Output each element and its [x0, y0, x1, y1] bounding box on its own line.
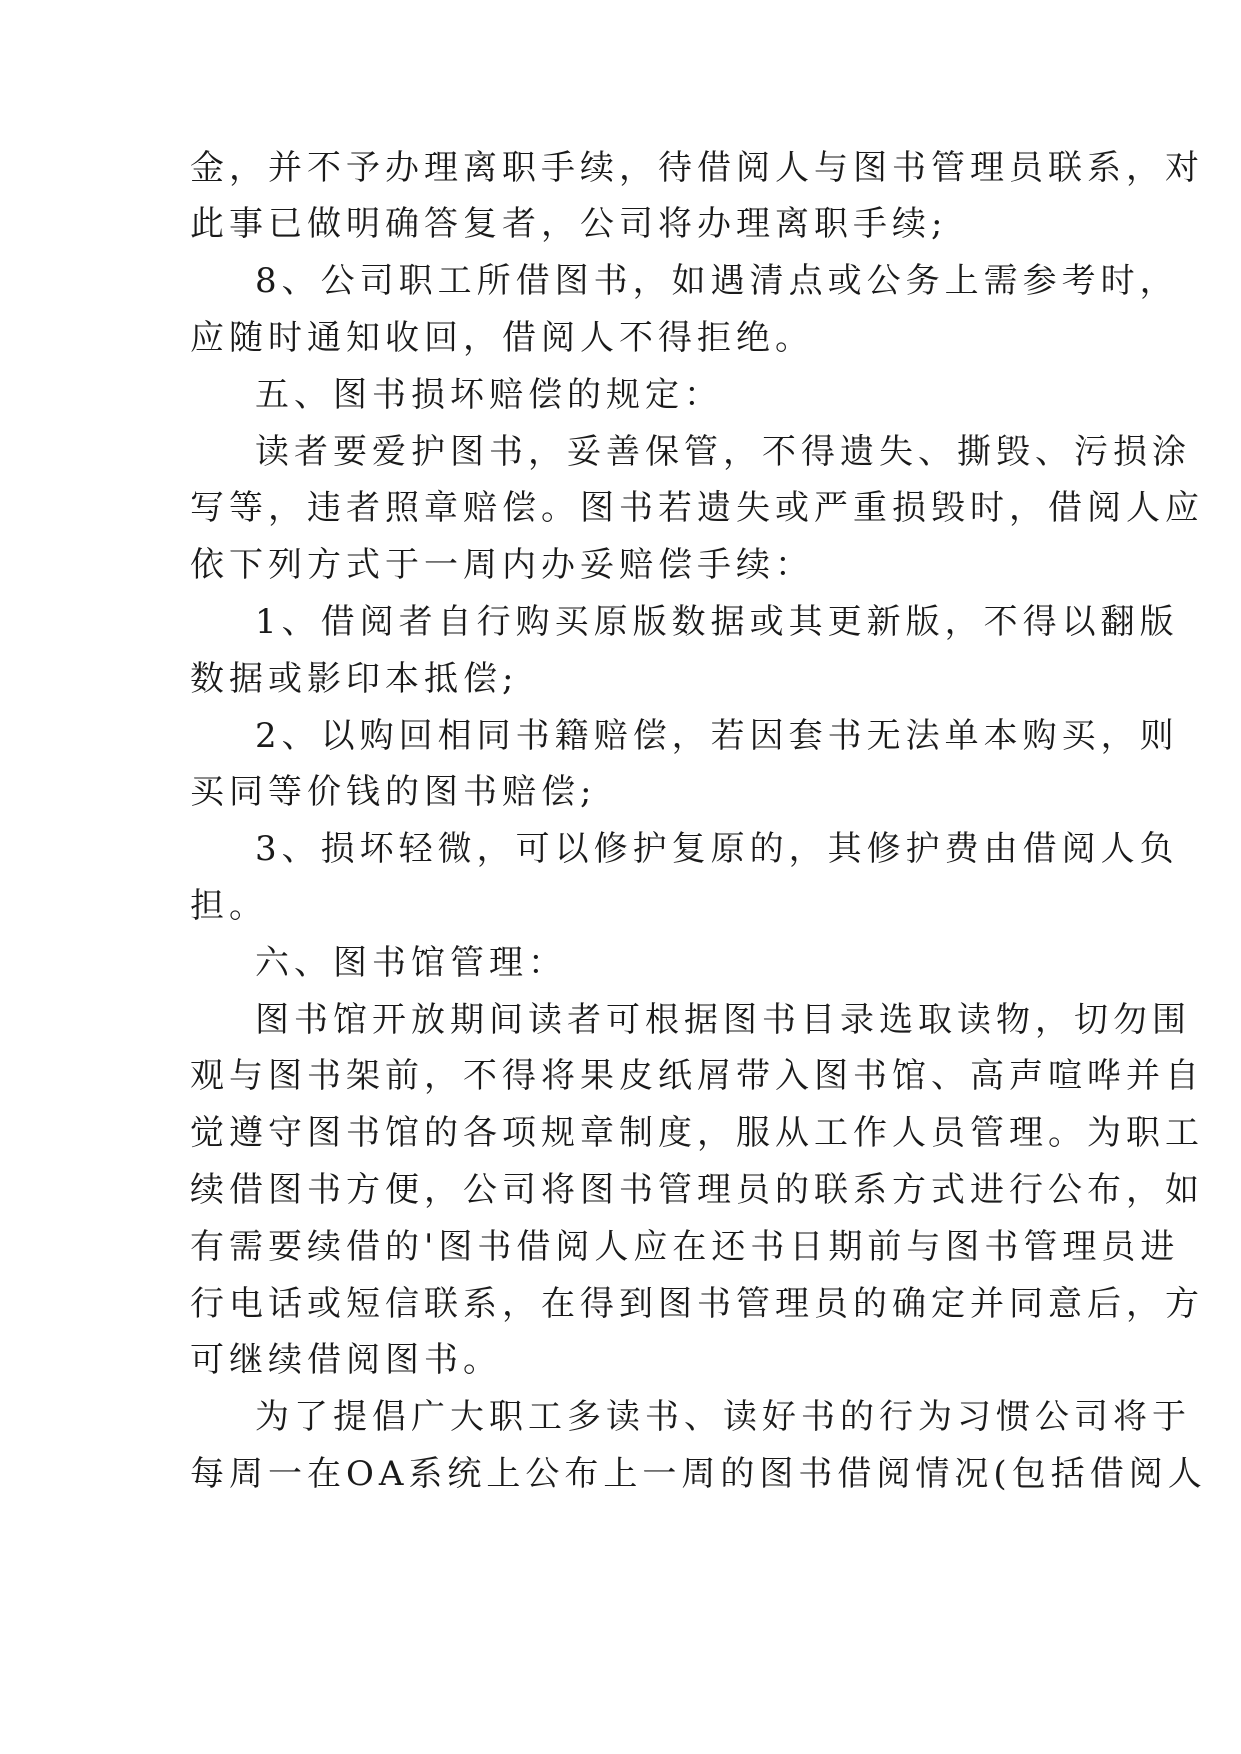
text-line: 3、损坏轻微，可以修护复原的，其修护费由借阅人负: [255, 829, 1179, 869]
text-line: 1、借阅者自行购买原版数据或其更新版，不得以翻版: [255, 602, 1179, 642]
text-line: 有需要续借的'图书借阅人应在还书日期前与图书管理员进: [190, 1227, 1180, 1267]
text-line: 数据或影印本抵偿;: [190, 659, 519, 699]
text-line: 可继续借阅图书。: [190, 1340, 502, 1380]
text-line: 读者要爱护图书，妥善保管，不得遗失、撕毁、污损涂: [255, 432, 1191, 472]
text-line: 图书馆开放期间读者可根据图书目录选取读物，切勿围: [255, 1000, 1191, 1040]
section-heading: 六、图书馆管理：: [255, 943, 567, 983]
text-line: 8、公司职工所借图书，如遇清点或公务上需参考时，: [255, 261, 1179, 301]
text-line: 写等，违者照章赔偿。图书若遗失或严重损毁时，借阅人应: [190, 488, 1204, 528]
text-line: 觉遵守图书馆的各项规章制度，服从工作人员管理。为职工: [190, 1113, 1204, 1153]
text-line: 担。: [190, 886, 268, 926]
text-line: 观与图书架前，不得将果皮纸屑带入图书馆、高声喧哗并自: [190, 1056, 1204, 1096]
section-heading: 五、图书损坏赔偿的规定：: [255, 375, 723, 415]
text-line: 此事已做明确答复者，公司将办理离职手续;: [190, 204, 948, 244]
text-line: 应随时通知收回，借阅人不得拒绝。: [190, 318, 814, 358]
text-line: 每周一在OA系统上公布上一周的图书借阅情况(包括借阅人: [190, 1454, 1207, 1494]
text-line: 依下列方式于一周内办妥赔偿手续：: [190, 545, 814, 585]
text-line: 行电话或短信联系，在得到图书管理员的确定并同意后，方: [190, 1284, 1204, 1324]
text-line: 金，并不予办理离职手续，待借阅人与图书管理员联系，对: [190, 148, 1204, 188]
text-line: 2、以购回相同书籍赔偿，若因套书无法单本购买，则: [255, 716, 1179, 756]
text-line: 为了提倡广大职工多读书、读好书的行为习惯公司将于: [255, 1397, 1191, 1437]
text-line: 买同等价钱的图书赔偿;: [190, 772, 597, 812]
text-line: 续借图书方便，公司将图书管理员的联系方式进行公布，如: [190, 1170, 1204, 1210]
